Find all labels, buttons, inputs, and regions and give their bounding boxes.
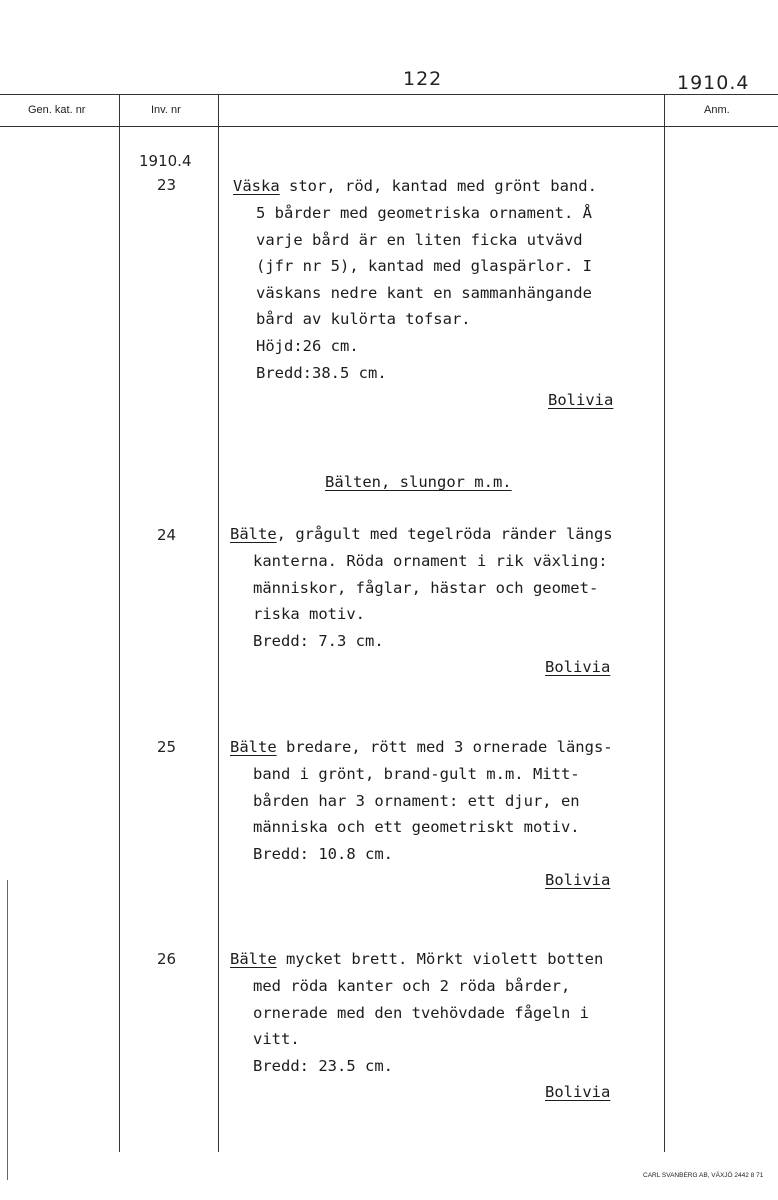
entry-heading-rest: , grågult med tegelröda ränder längs <box>276 525 613 543</box>
measurement-width: Bredd: 23.5 cm. <box>253 1056 393 1075</box>
description-line: (jfr nr 5), kantad med glaspärlor. I <box>256 257 592 276</box>
header-bottom-rule <box>0 126 778 127</box>
entry-heading-rest: stor, röd, kantad med grönt band. <box>279 177 597 195</box>
entry-first-line <box>230 734 613 761</box>
description-line: band i grönt, brand-gult m.m. Mitt- <box>253 765 580 783</box>
origin-label: Bolivia <box>548 391 614 409</box>
entry-heading: Bälte <box>230 738 277 756</box>
measurement-width: Bredd: 7.3 cm. <box>253 631 384 650</box>
entry-heading-rest: bredare, rött med 3 ornerade längs- <box>276 738 613 756</box>
description-line: med röda kanter och 2 röda bårder, <box>253 977 571 995</box>
description-line: bård av kulörta tofsar. <box>256 310 471 329</box>
entry-first-line <box>233 173 597 200</box>
description-line: 5 bårder med geometriska ornament. Å <box>256 204 592 222</box>
section-heading: Bälten, slungor m.m. <box>325 473 512 491</box>
inventory-group-ref: 1910.4 <box>139 152 192 170</box>
column-divider-1 <box>119 94 120 1152</box>
description-line: bården har 3 ornament: ett djur, en <box>253 791 580 810</box>
origin-label: Bolivia <box>545 871 611 889</box>
column-header-inv: Inv. nr <box>151 104 181 116</box>
year-reference: 1910.4 <box>677 72 750 94</box>
left-margin-mark <box>7 880 8 1180</box>
column-divider-3 <box>664 94 665 1152</box>
description-line: varje bård är en liten ficka utvävd <box>256 230 583 249</box>
column-header-gen-kat: Gen. kat. nr <box>28 104 86 116</box>
measurement-width: Bredd:38.5 cm. <box>256 363 387 382</box>
description-line: människor, fåglar, hästar och geomet- <box>253 578 599 597</box>
entry-heading-rest: mycket brett. Mörkt violett botten <box>276 950 604 968</box>
origin-label: Bolivia <box>545 658 611 676</box>
measurement-width: Bredd: 10.8 cm. <box>253 844 393 863</box>
description-line: ornerade med den tvehövdade fågeln i <box>253 1003 589 1022</box>
column-divider-2 <box>218 94 219 1152</box>
description-line: riska motiv. <box>253 605 365 624</box>
inventory-number: 23 <box>157 176 177 194</box>
entry-heading: Bälte <box>230 950 277 968</box>
column-header-anm: Anm. <box>704 104 730 116</box>
entry-heading: Bälte <box>230 525 277 543</box>
page-number: 122 <box>403 68 443 90</box>
entry-first-line <box>230 521 613 548</box>
measurement-height: Höjd:26 cm. <box>256 336 359 355</box>
inventory-number: 25 <box>157 738 177 756</box>
origin-label: Bolivia <box>545 1083 611 1101</box>
description-line: väskans nedre kant en sammanhängande <box>256 283 592 302</box>
entry-heading: Väska <box>233 177 280 195</box>
inventory-number: 24 <box>157 526 177 544</box>
description-line: människa och ett geometriskt motiv. <box>253 818 580 837</box>
description-line: vitt. <box>253 1030 300 1049</box>
description-line: kanterna. Röda ornament i rik växling: <box>253 552 608 570</box>
entry-description <box>256 200 592 386</box>
entry-description <box>253 973 589 1079</box>
entry-description <box>253 548 608 654</box>
printer-imprint: CARL SVANBERG AB, VÄXJÖ 2442 8 71 <box>643 1172 764 1179</box>
header-top-rule <box>0 94 778 95</box>
entry-description <box>253 761 580 867</box>
inventory-number: 26 <box>157 950 177 968</box>
entry-first-line <box>230 946 603 973</box>
